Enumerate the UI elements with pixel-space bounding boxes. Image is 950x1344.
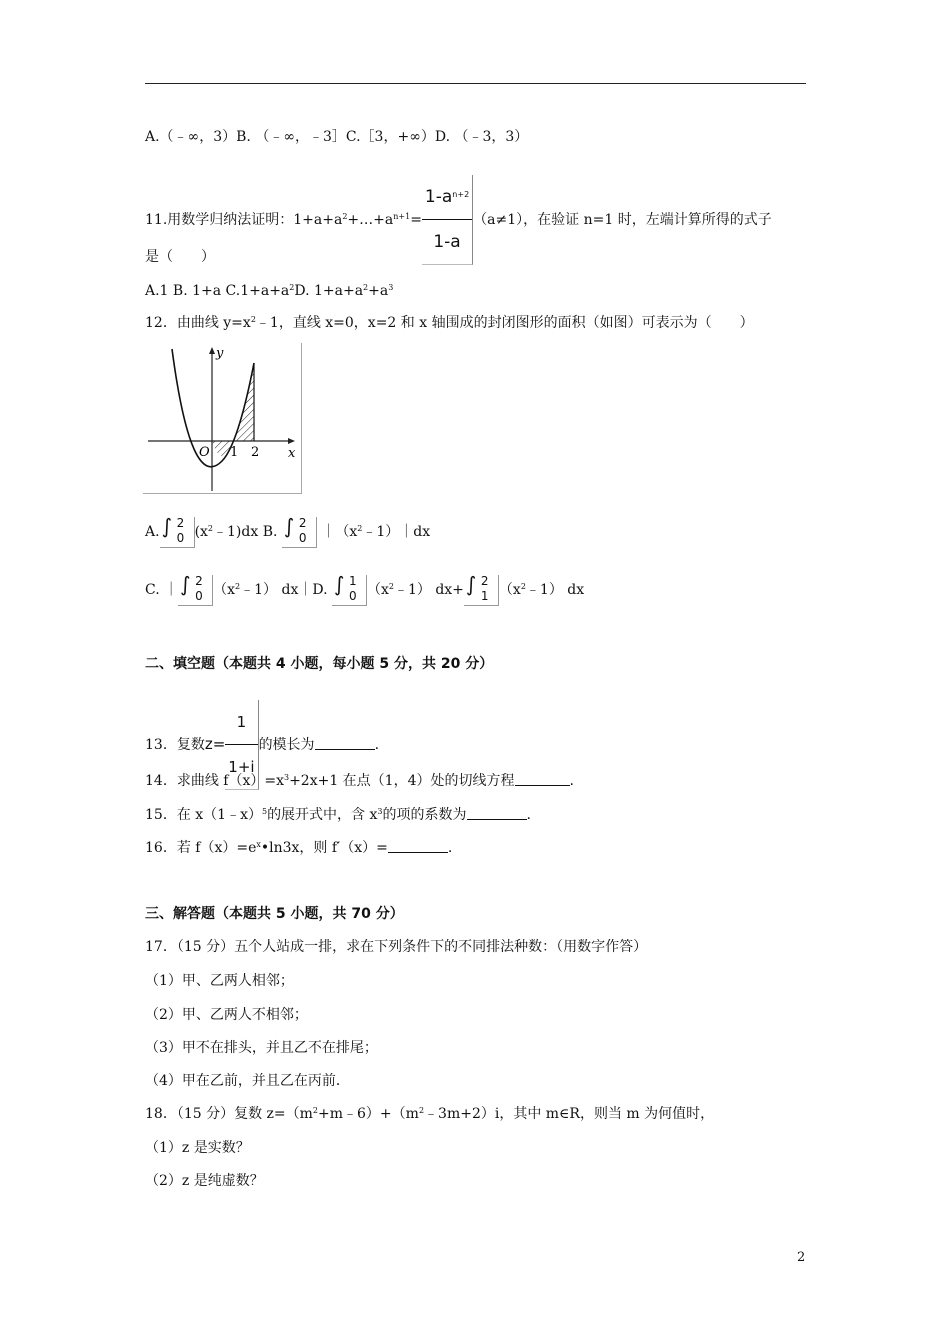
- parabola-curve: [172, 349, 254, 467]
- q12-options-cd: [145, 573, 584, 607]
- option-text: （x: [366, 582, 389, 598]
- sup: n+2: [452, 190, 470, 199]
- q12-text: 12．由曲线 y=x: [145, 315, 251, 331]
- lower-limit: 1: [480, 588, 489, 603]
- sup: 2: [418, 1106, 425, 1115]
- tick-label-1: 1: [230, 445, 239, 460]
- sup: 2: [250, 315, 256, 324]
- tick-label-2: 2: [251, 445, 260, 460]
- fraction-numerator: 1-a: [424, 187, 453, 207]
- answer-blank[interactable]: [388, 840, 448, 853]
- q11-text: 11.用数学归纳法证明：1+a+a: [145, 212, 343, 228]
- q11-text: （a≠1），在验证 n=1 时，左端计算所得的式子: [473, 212, 772, 228]
- option-text: ﹣1） dx: [525, 582, 585, 598]
- option-label: A.: [145, 524, 160, 540]
- sup: 2: [363, 283, 369, 292]
- q11-fraction: [422, 175, 473, 265]
- parabola-figure: [143, 343, 301, 493]
- sup: x: [256, 840, 261, 849]
- option-text: ﹣1)dx B.: [213, 524, 278, 540]
- integral-0-2: ∫ 2 0: [282, 517, 317, 548]
- section-2-heading: 二、填空题（本题共 4 小题，每小题 5 分，共 20 分）: [145, 656, 494, 672]
- option-text: ｜（x: [321, 524, 358, 540]
- sup: 2: [357, 524, 363, 533]
- lower-limit: 0: [348, 588, 357, 603]
- sup: 3: [377, 807, 383, 816]
- header-rule: [145, 83, 806, 84]
- option-text: （x: [213, 582, 236, 598]
- sup: 2: [289, 283, 295, 292]
- q11-stem: [145, 175, 772, 252]
- upper-limit: 2: [195, 573, 203, 588]
- sup: 2: [312, 1106, 319, 1115]
- q16-text: 16．若 f（x）=e: [145, 840, 257, 856]
- sup: 2: [207, 524, 214, 533]
- x-label: x: [288, 446, 296, 461]
- q17-item-2: （2）甲、乙两人不相邻；: [145, 1007, 308, 1023]
- q18-stem: [145, 1105, 714, 1123]
- period: .: [526, 807, 531, 823]
- period: .: [569, 773, 574, 789]
- sup: 2: [342, 212, 348, 221]
- q15-text: 的展开式中，含 x: [267, 807, 378, 823]
- q17-item-1: （1）甲、乙两人相邻；: [145, 973, 294, 989]
- y-axis-arrow-icon: [209, 347, 215, 354]
- q13-text: 的模长为: [258, 737, 315, 753]
- option-text: ﹣1） dx+: [393, 582, 464, 598]
- answer-blank[interactable]: [315, 737, 375, 750]
- integral-0-1: ∫ 1 0: [332, 575, 367, 606]
- upper-limit: 2: [176, 515, 185, 530]
- q12-stem: [145, 314, 754, 332]
- answer-blank[interactable]: [515, 773, 570, 786]
- option-label: C. ｜: [145, 582, 179, 598]
- q13-text: 13．复数: [145, 737, 205, 753]
- q15: [145, 806, 531, 824]
- option-text: D. 1+a+a: [294, 283, 364, 299]
- q18-text: ﹣3m+2）i，其中 m∈R，则当 m 为何值时，: [424, 1106, 715, 1122]
- upper-limit: 2: [298, 515, 307, 530]
- y-label: y: [216, 346, 224, 361]
- integral-0-2: ∫ 2 0: [178, 575, 213, 606]
- lower-limit: 0: [298, 530, 307, 545]
- q12-options-ab: [145, 515, 430, 549]
- option-text: ﹣1）｜dx: [362, 524, 431, 540]
- integral-1-2: ∫ 2 1: [464, 575, 499, 606]
- q14: [145, 772, 574, 790]
- lower-limit: 0: [176, 530, 185, 545]
- q18-item-1: （1）z 是实数？: [145, 1140, 250, 1156]
- x-axis-arrow-icon: [288, 438, 295, 444]
- q11-options: [145, 282, 393, 300]
- fraction-denominator: 1+i: [228, 758, 255, 776]
- q11-line2: 是（ ）: [145, 249, 215, 265]
- q12-graph: [143, 343, 302, 494]
- q11-text: =: [410, 212, 422, 228]
- origin-label: O: [199, 445, 210, 460]
- integral-0-2: ∫ 2 0: [160, 517, 195, 548]
- q13-text: z=: [204, 735, 226, 753]
- fraction-numerator: 1: [225, 700, 257, 745]
- fraction-denominator: 1-a: [433, 232, 461, 252]
- page-number: 2: [797, 1250, 806, 1265]
- q17-item-3: （3）甲不在排头，并且乙不在排尾；: [145, 1040, 378, 1056]
- q15-text: 的项的系数为: [382, 807, 467, 823]
- sup: 3: [283, 773, 290, 782]
- q16: [145, 839, 452, 857]
- section-3-heading: 三、解答题（本题共 5 小题，共 70 分）: [145, 906, 404, 922]
- period: .: [374, 737, 380, 753]
- option-text: （x: [498, 582, 521, 598]
- upper-limit: 2: [480, 573, 489, 588]
- option-text: (x: [194, 524, 208, 540]
- q10-options: A.（﹣∞，3）B. （﹣∞，﹣3］C.［3，+∞）D. （﹣3，3）: [145, 129, 529, 145]
- q11-text: +…+a: [347, 212, 394, 228]
- sup: 2: [520, 582, 526, 591]
- q15-text: 15．在 x（1﹣x）: [145, 807, 262, 823]
- q18-item-2: （2）z 是纯虚数？: [145, 1173, 264, 1189]
- q16-text: •ln3x，则 f′（x）=: [260, 840, 388, 856]
- q12-text: ﹣1，直线 x=0，x=2 和 x 轴围成的封闭图形的面积（如图）可表示为（ ）: [255, 315, 754, 331]
- option-text: +a: [368, 283, 389, 299]
- sup: n+1: [393, 212, 411, 221]
- answer-blank[interactable]: [467, 807, 527, 820]
- lower-limit: 0: [195, 588, 203, 603]
- period: .: [447, 840, 453, 856]
- q18-text: 18．（15 分）复数 z=（m: [145, 1106, 313, 1122]
- q18-text: +m﹣6）+（m: [318, 1106, 419, 1122]
- option-text: A.1 B. 1+a C.1+a+a: [145, 283, 290, 299]
- sup: 2: [388, 582, 394, 591]
- q14-text: 14．求曲线 f（x）=x: [145, 773, 284, 789]
- sup: 5: [261, 807, 268, 816]
- sup: 2: [235, 582, 241, 591]
- q17-item-4: （4）甲在乙前，并且乙在丙前．: [145, 1073, 350, 1089]
- sup: 3: [388, 283, 394, 292]
- q17-stem: 17．（15 分）五个人站成一排，求在下列条件下的不同排法种数：（用数字作答）: [145, 939, 648, 955]
- upper-limit: 1: [348, 573, 357, 588]
- option-text: ﹣1） dx｜D.: [240, 582, 328, 598]
- q14-text: +2x+1 在点（1，4）处的切线方程: [289, 773, 515, 789]
